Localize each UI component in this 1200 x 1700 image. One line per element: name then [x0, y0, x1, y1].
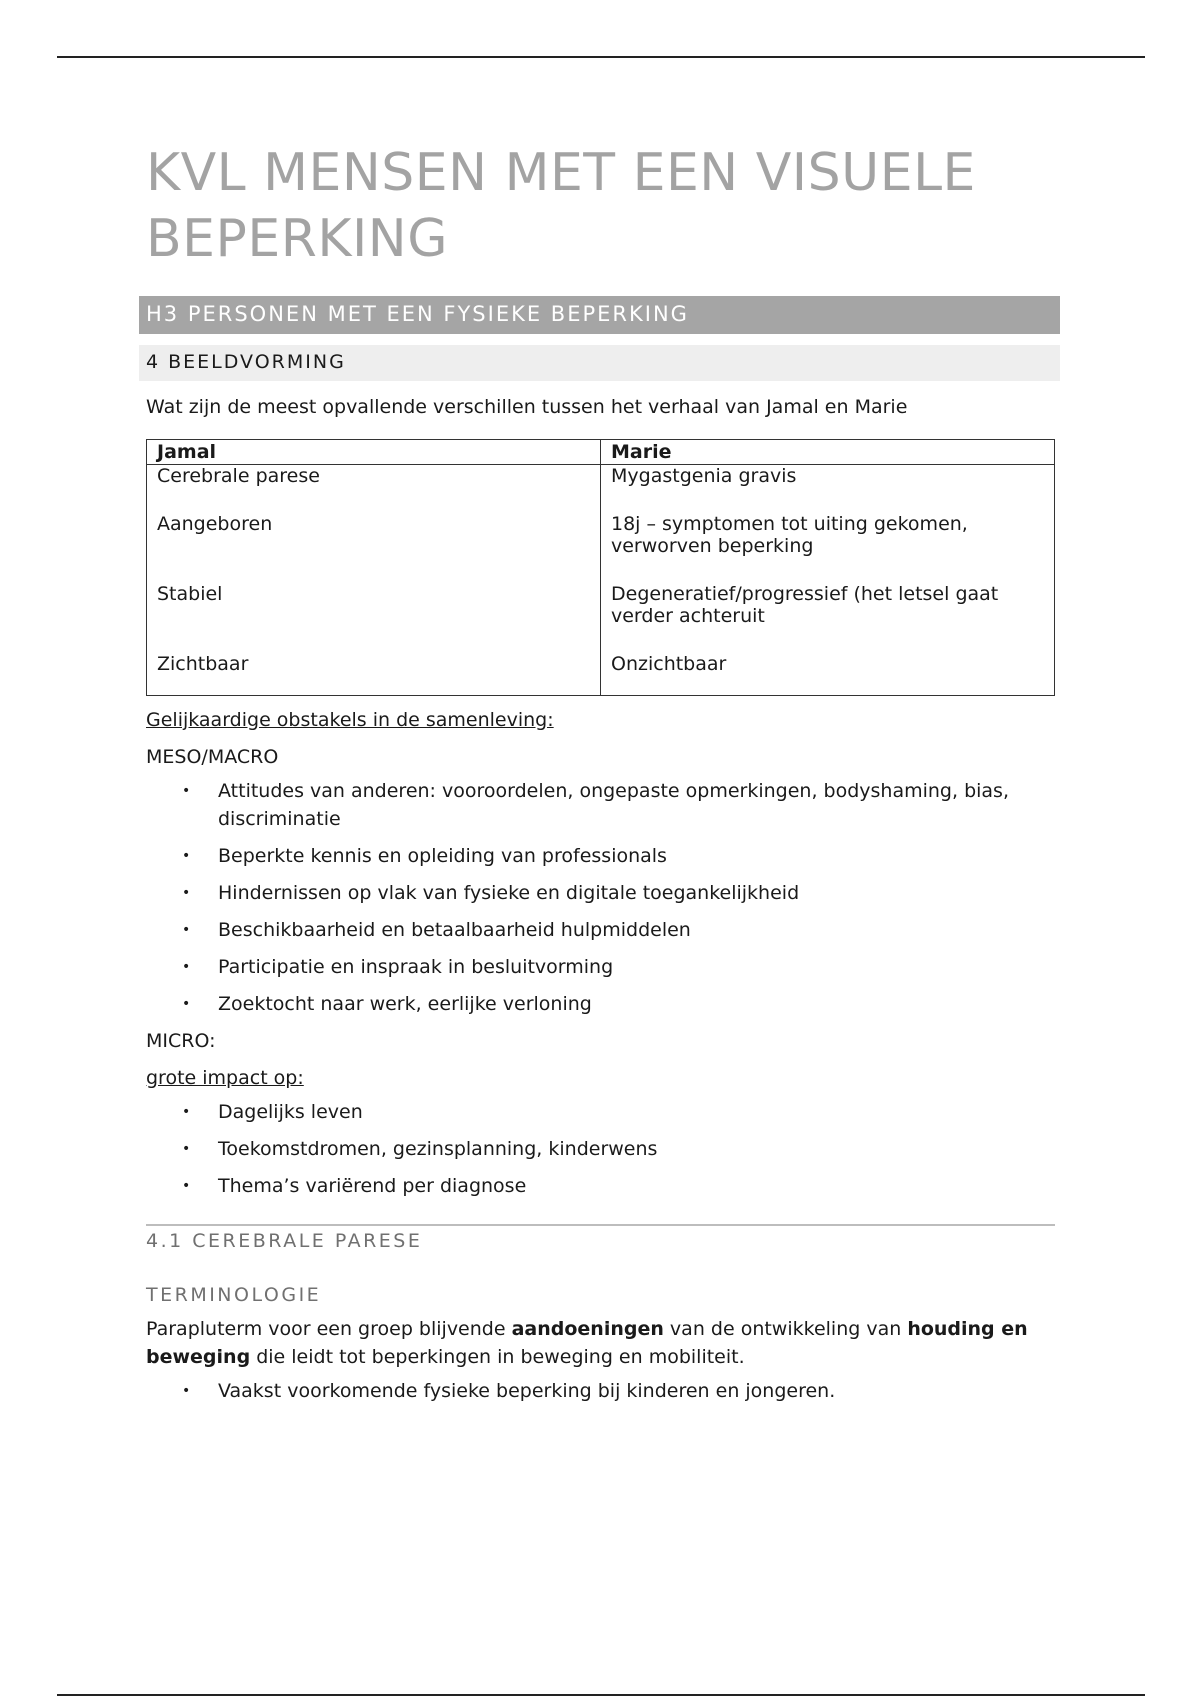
- list-item: • Beperkte kennis en opleiding van professionals: [146, 842, 1061, 870]
- heading-h3-chapter: H3 PERSONEN MET EEN FYSIEKE BEPERKING: [139, 296, 1060, 334]
- section-divider: [146, 1224, 1055, 1226]
- cell-line: Aangeboren: [157, 513, 273, 535]
- list-item: • Attitudes van anderen: vooroordelen, ongepaste opmerkingen, bodyshaming, bias, discriminatie: [146, 777, 1061, 833]
- list-item: • Zoektocht naar werk, eerlijke verloning: [146, 990, 1061, 1018]
- bullet-icon: •: [182, 1178, 191, 1194]
- list-item: • Dagelijks leven: [146, 1098, 1061, 1126]
- meso-list: [146, 777, 1061, 1018]
- term-aandoeningen: aandoeningen: [511, 1318, 664, 1340]
- intro-question: Wat zijn de meest opvallende verschillen tussen het verhaal van Jamal en Marie: [146, 396, 908, 418]
- impact-label: grote impact op:: [146, 1067, 304, 1089]
- comparison-table: [146, 439, 1055, 696]
- list-item: • Vaakst voorkomende fysieke beperking bij kinderen en jongeren.: [146, 1377, 1061, 1405]
- heading-beeldvorming: 4 BEELDVORMING: [139, 345, 1060, 381]
- document-title: KVL MENSEN MET EEN VISUELE BEPERKING: [146, 143, 976, 269]
- micro-list: [146, 1098, 1061, 1200]
- bullet-icon: •: [182, 1104, 191, 1120]
- cell-line: 18j – symptomen tot uiting gekomen, verworven beperking: [611, 513, 968, 557]
- list-item: • Beschikbaarheid en betaalbaarheid hulpmiddelen: [146, 916, 1061, 944]
- cell-line: Onzichtbaar: [611, 653, 727, 675]
- bullet-icon: •: [182, 1141, 191, 1157]
- meso-macro-label: MESO/MACRO: [146, 746, 279, 768]
- table-row: [147, 465, 1055, 696]
- top-rule: [57, 56, 1145, 58]
- cell-line: Mygastgenia gravis: [611, 465, 797, 487]
- table-cell-marie: [601, 465, 1055, 696]
- fact-list: [146, 1377, 1061, 1405]
- term-houding-beweging: houding en beweging: [146, 1318, 1028, 1368]
- table-header-marie: Marie: [601, 440, 1055, 465]
- bullet-icon: •: [182, 885, 191, 901]
- bottom-rule: [57, 1694, 1145, 1696]
- bullet-icon: •: [182, 922, 191, 938]
- list-item: • Toekomstdromen, gezinsplanning, kinderwens: [146, 1135, 1061, 1163]
- table-header-jamal: Jamal: [147, 440, 601, 465]
- table-header-row: [147, 440, 1055, 465]
- heading-cerebrale-parese: 4.1 CEREBRALE PARESE: [146, 1230, 423, 1252]
- cell-line: Degeneratief/progressief (het letsel gaat verder achteruit: [611, 583, 999, 627]
- list-item: • Thema’s variërend per diagnose: [146, 1172, 1061, 1200]
- bullet-icon: •: [182, 1383, 191, 1399]
- obstacles-label: Gelijkaardige obstakels in de samenleving:: [146, 709, 554, 731]
- cell-line: Cerebrale parese: [157, 465, 320, 487]
- micro-label: MICRO:: [146, 1030, 216, 1052]
- heading-terminologie: TERMINOLOGIE: [146, 1284, 322, 1306]
- list-item: • Participatie en inspraak in besluitvorming: [146, 953, 1061, 981]
- definition-paragraph: Parapluterm voor een groep blijvende aandoeningen van de ontwikkeling van houding en beweging die leidt tot beperkingen in beweging en mobiliteit.: [146, 1318, 1028, 1368]
- bullet-icon: •: [182, 996, 191, 1012]
- cell-line: Stabiel: [157, 583, 223, 605]
- document-page: [146, 140, 1061, 1414]
- bullet-icon: •: [182, 959, 191, 975]
- bullet-icon: •: [182, 848, 191, 864]
- table-cell-jamal: [147, 465, 601, 696]
- cell-line: Zichtbaar: [157, 653, 249, 675]
- bullet-icon: •: [182, 783, 191, 799]
- list-item: • Hindernissen op vlak van fysieke en digitale toegankelijkheid: [146, 879, 1061, 907]
